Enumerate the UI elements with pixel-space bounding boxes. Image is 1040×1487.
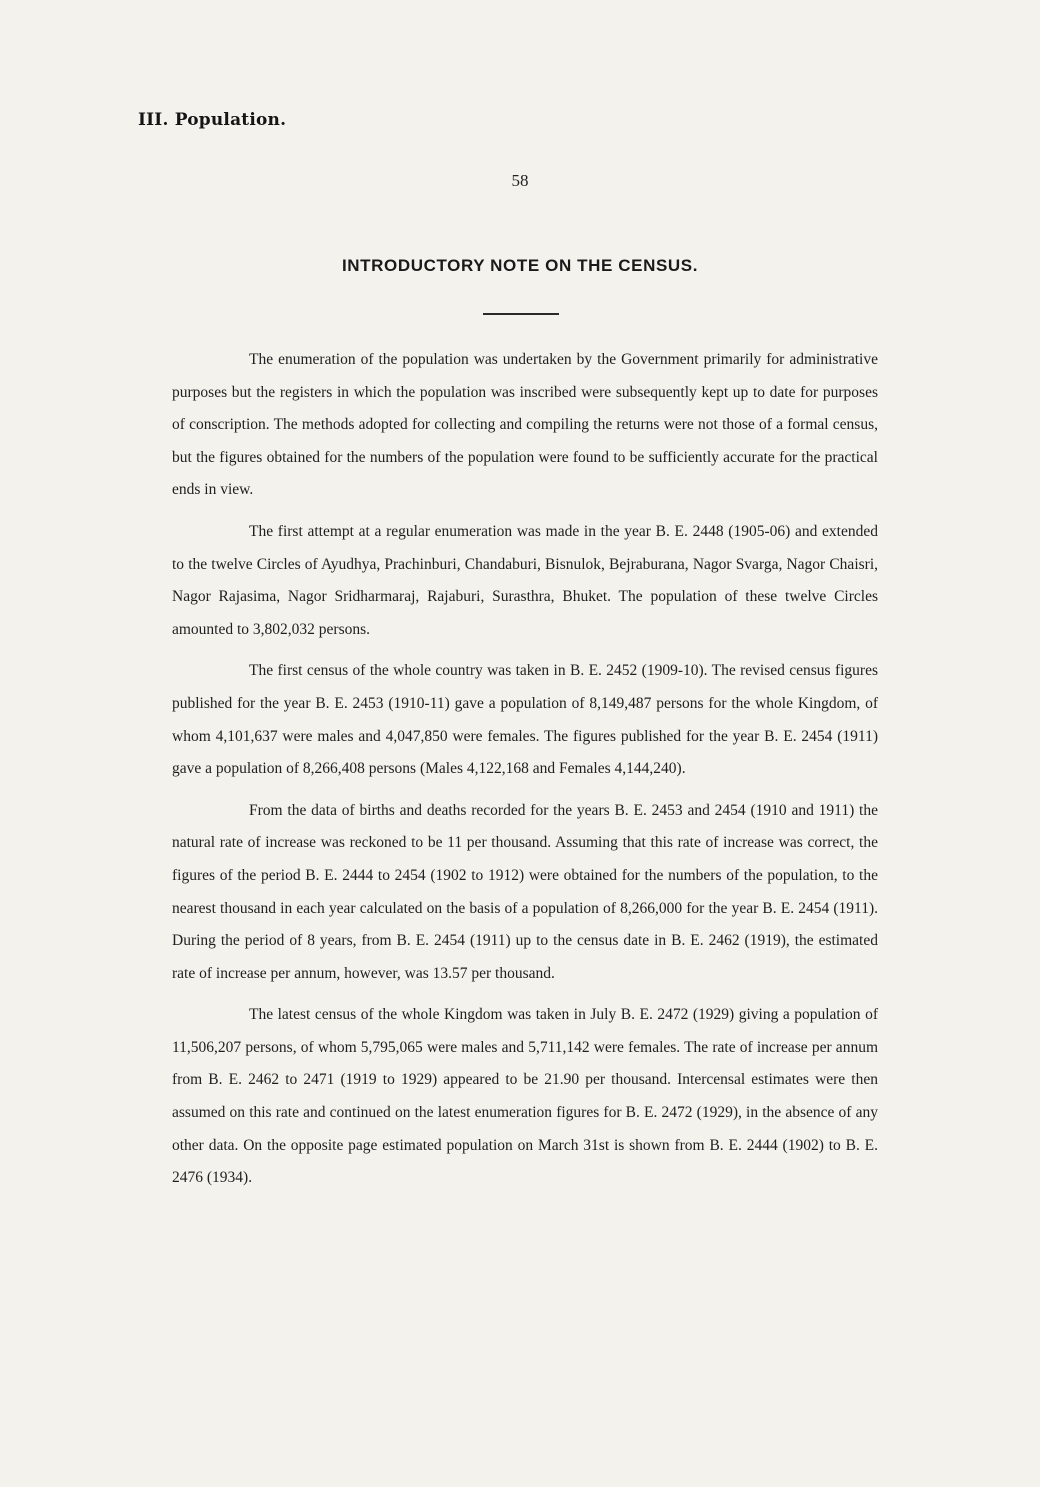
section-heading: III. Population.	[138, 110, 287, 130]
paragraph-first-census: The first census of the whole country was taken in B. E. 2452 (1909-10). The revised census figures published for the year B. E. 2453 (1910-11) gave a population of 8,149,487 persons for the whole Kingdom, of whom 4,101,637 were males and 4,047,850 were females. The figures published for the year B. E. 2454 (1911) gave a population of 8,266,408 persons (Males 4,122,168 and Females 4,144,240).	[172, 662, 878, 778]
paragraph-latest-census: The latest census of the whole Kingdom was taken in July B. E. 2472 (1929) giving a population of 11,506,207 persons, of whom 5,795,065 were males and 5,711,142 were females. The rate of increase per annum from B. E. 2462 to 2471 (1919 to 1929) appeared to be 21.90 per thousand. Intercensal estimates were then assumed on this rate and continued on the latest enumeration figures for B. E. 2472 (1929), in the absence of any other data. On the opposite page estimated population on March 31st is shown from B. E. 2444 (1902) to B. E. 2476 (1934).	[172, 1006, 878, 1187]
paragraph-enumeration-purpose: The enumeration of the population was undertaken by the Government primarily for administrative purposes but the registers in which the population was inscribed were subsequently kept up to date for purposes of conscription. The methods adopted for collecting and compiling the returns were not those of a formal census, but the figures obtained for the numbers of the population were found to be sufficiently accurate for the practical ends in view.	[172, 351, 878, 499]
page-number: 58	[511, 171, 529, 190]
body-text	[172, 344, 878, 1204]
title-underline-rule	[483, 313, 559, 315]
page-title: INTRODUCTORY NOTE ON THE CENSUS.	[341, 256, 699, 275]
paragraph-rate-of-increase: From the data of births and deaths recorded for the years B. E. 2453 and 2454 (1910 and 1911) the natural rate of increase was reckoned to be 11 per thousand. Assuming that this rate of increase was correct, the figures of the period B. E. 2444 to 2454 (1902 to 1912) were obtained for the numbers of the population, to the nearest thousand in each year calculated on the basis of a population of 8,266,000 for the year B. E. 2454 (1911). During the period of 8 years, from B. E. 2454 (1911) up to the census date in B. E. 2462 (1919), the estimated rate of increase per annum, however, was 13.57 per thousand.	[172, 801, 878, 982]
paragraph-first-enumeration: The first attempt at a regular enumeration was made in the year B. E. 2448 (1905-06) and extended to the twelve Circles of Ayudhya, Prachinburi, Chandaburi, Bisnulok, Bejraburana, Nagor Svarga, Nagor Chaisri, Nagor Rajasima, Nagor Sridharmaraj, Rajaburi, Surasthra, Bhuket. The population of these twelve Circles amounted to 3,802,032 persons.	[172, 522, 878, 638]
